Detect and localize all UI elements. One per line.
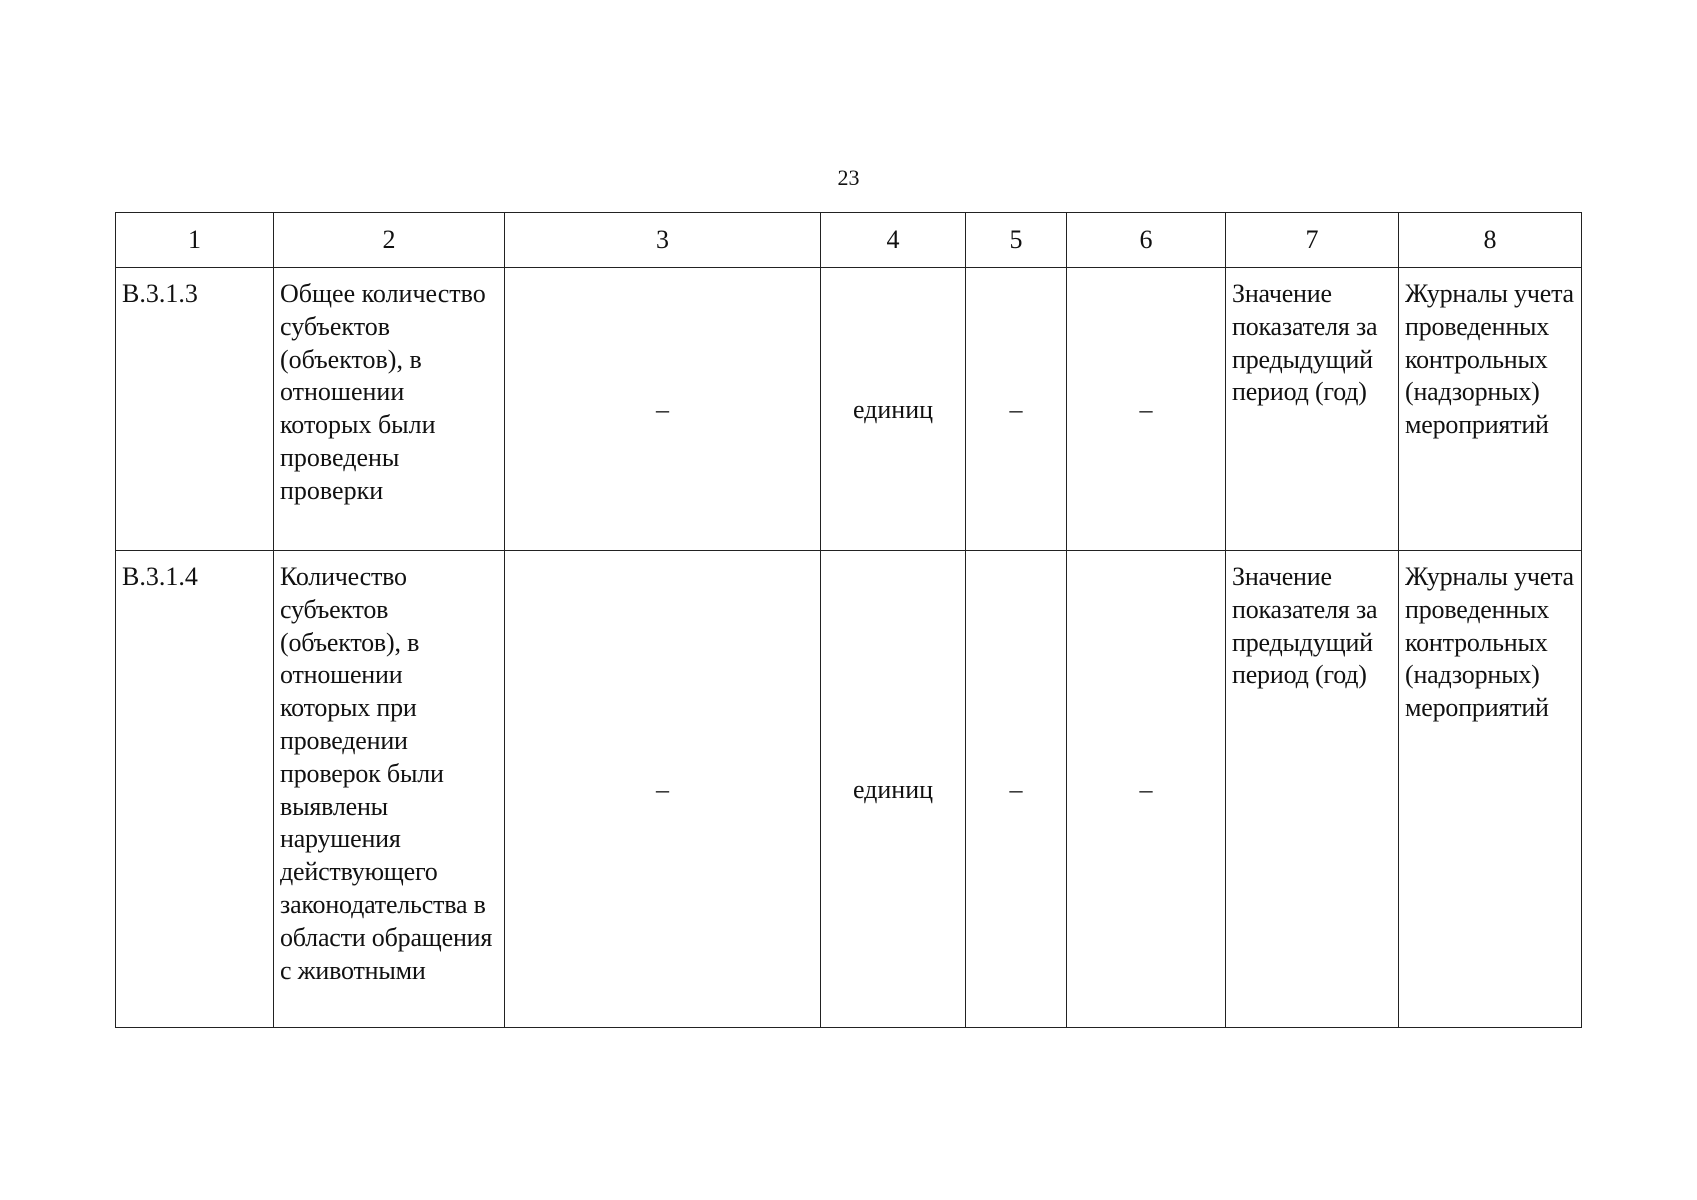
table-header-row	[116, 213, 1582, 268]
calculation-method	[1226, 268, 1399, 551]
cell-text: В.3.1.4	[122, 562, 198, 591]
column-6-value: –	[1067, 551, 1226, 1028]
column-5-value: –	[966, 551, 1067, 1028]
indicator-code	[116, 551, 274, 1028]
column-header: 1	[116, 213, 274, 268]
column-header: 3	[505, 213, 821, 268]
indicator-name	[274, 551, 505, 1028]
calculation-method	[1226, 551, 1399, 1028]
cell-text: Значение показателя за предыдущий период (год)	[1232, 562, 1378, 690]
indicator-name	[274, 268, 505, 551]
table-row	[116, 268, 1582, 551]
cell-text: Значение показателя за предыдущий период (год)	[1232, 279, 1378, 407]
column-header: 2	[274, 213, 505, 268]
cell-text: Журналы учета проведенных контрольных (надзорных) мероприятий	[1405, 279, 1574, 440]
cell-text: Журналы учета проведенных контрольных (надзорных) мероприятий	[1405, 562, 1574, 723]
unit-value: единиц	[821, 551, 966, 1028]
unit-value: единиц	[821, 268, 966, 551]
column-3-value: –	[505, 268, 821, 551]
column-header: 7	[1226, 213, 1399, 268]
page-number: 23	[837, 165, 860, 190]
data-source	[1399, 268, 1582, 551]
indicator-table	[115, 212, 1582, 1028]
cell-text: Количество субъектов (объектов), в отношении которых при проведении проверок были выявлены нарушения действующего законодательства в области обращения с животными	[280, 562, 493, 985]
cell-text: Общее количество субъектов (объектов), в отношении которых были проведены проверки	[280, 279, 486, 505]
column-3-value: –	[505, 551, 821, 1028]
column-header: 5	[966, 213, 1067, 268]
data-source	[1399, 551, 1582, 1028]
column-header: 6	[1067, 213, 1226, 268]
cell-text: В.3.1.3	[122, 279, 198, 308]
table-row	[116, 551, 1582, 1028]
column-header: 8	[1399, 213, 1582, 268]
column-6-value: –	[1067, 268, 1226, 551]
column-5-value: –	[966, 268, 1067, 551]
indicator-code	[116, 268, 274, 551]
column-header: 4	[821, 213, 966, 268]
